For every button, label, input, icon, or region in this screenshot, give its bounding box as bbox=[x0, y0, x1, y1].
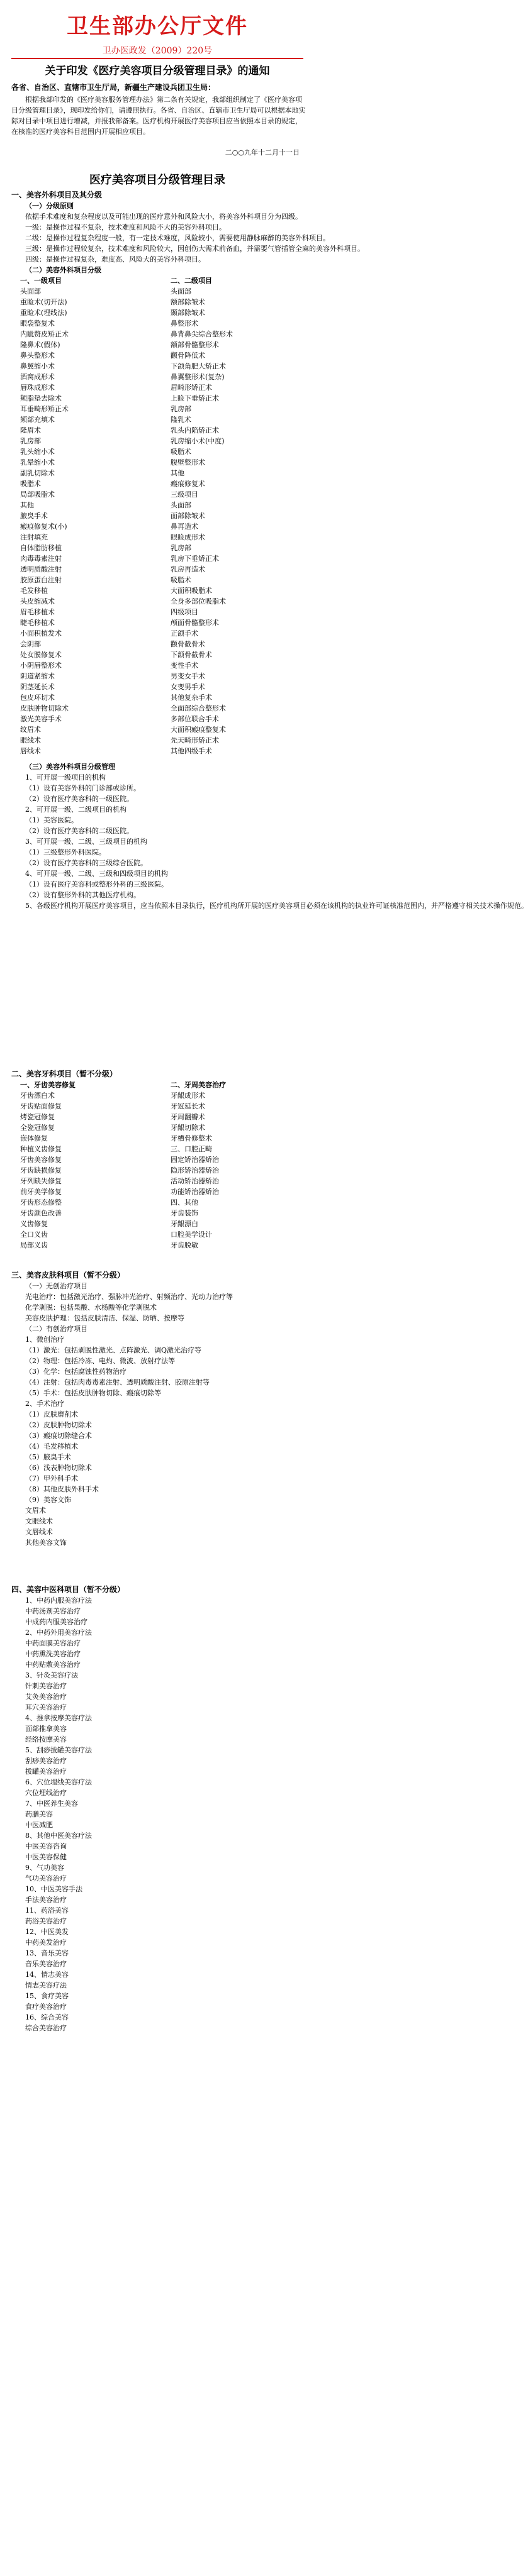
list-item: （5）腋臭手术 bbox=[25, 1453, 71, 1461]
grid-item: 唇线术 bbox=[20, 747, 41, 755]
grid-item: 隐形矫治器矫治 bbox=[171, 1166, 219, 1175]
management-item: 4、可开展一级、二级、三级和四级项目的机构 bbox=[25, 870, 168, 878]
grid-item: 其他 bbox=[171, 469, 184, 477]
list-item: 音乐美容治疗 bbox=[25, 1960, 67, 1968]
section-title: 二、美容牙科项目（暂不分级） bbox=[11, 1070, 118, 1078]
grid-item: 乳房缩小术(中度) bbox=[171, 437, 225, 445]
list-item: 药浴美容治疗 bbox=[25, 1917, 67, 1925]
list-item: 化学剥脱：包括果酸、水杨酸等化学剥脱术 bbox=[25, 1303, 157, 1312]
list-item: 7、中医养生美容 bbox=[25, 1799, 78, 1808]
list-item: （4）注射：包括肉毒毒素注射、透明质酸注射、胶原注射等 bbox=[25, 1378, 210, 1386]
grid-item: 乳房部 bbox=[171, 405, 191, 413]
grid-item: 颧骨截骨术 bbox=[171, 640, 205, 648]
grid-item: 激光美容手术 bbox=[20, 715, 62, 723]
grid-item: 牙齿贴面修复 bbox=[20, 1102, 62, 1110]
grid-item: 瘢痕修复术(小) bbox=[20, 522, 67, 531]
grid-item: 毛发移植 bbox=[20, 587, 48, 595]
grid-item: 自体脂肪移植 bbox=[20, 544, 62, 552]
grid-item: 头面部 bbox=[171, 501, 191, 509]
grid-item: 牙齿缺损修复 bbox=[20, 1166, 62, 1175]
list-item: （6）浅表肿物切除术 bbox=[25, 1464, 92, 1472]
grid-item: 吸脂术 bbox=[171, 448, 191, 456]
subsection-title: （二）美容外科项目分级 bbox=[25, 266, 101, 274]
list-item: （2）物理：包括冷冻、电灼、微波、放射疗法等 bbox=[25, 1357, 175, 1365]
list-item: （4）毛发移植术 bbox=[25, 1442, 78, 1451]
list-item: （5）手术：包括皮肤肿物切除、瘢痕切除等 bbox=[25, 1389, 161, 1397]
grid-item: 小阴唇整形术 bbox=[20, 661, 62, 670]
list-item: 15、食疗美容 bbox=[25, 1992, 69, 2000]
list-item: 中医美容咨询 bbox=[25, 1842, 67, 1850]
list-item: （9）美容文饰 bbox=[25, 1496, 71, 1504]
list-item: 10、中医美容手法 bbox=[25, 1885, 82, 1893]
grid-item: 重睑术(埋线法) bbox=[20, 309, 67, 317]
list-item: 12、中医美发 bbox=[25, 1928, 69, 1936]
grid-item: 牙周翻瓣术 bbox=[171, 1113, 205, 1121]
grid-item: 牙齿形态修整 bbox=[20, 1198, 62, 1207]
management-item: （2）设有整形外科的其他医疗机构。 bbox=[25, 891, 140, 899]
list-item: 其他美容文饰 bbox=[25, 1539, 67, 1547]
grid-item: 面部除皱术 bbox=[171, 512, 205, 520]
grid-item: 牙齿颜色改善 bbox=[20, 1209, 62, 1217]
list-item: 光电治疗：包括激光治疗、强脉冲光治疗、射频治疗、光动力治疗等 bbox=[25, 1293, 233, 1301]
level-item: 四级：是操作过程复杂，难度高、风险大的美容外科项目。 bbox=[25, 255, 205, 263]
grid-item: 颊脂垫去除术 bbox=[20, 394, 62, 402]
grid-item: 额部除皱术 bbox=[171, 298, 205, 306]
list-item: 中医美容保健 bbox=[25, 1853, 67, 1861]
grid-item: 额部骨骼整形术 bbox=[171, 341, 219, 349]
list-item: （1）激光：包括剥脱性激光、点阵激光、调Q激光治疗等 bbox=[25, 1346, 202, 1354]
grid-item: 口腔美学设计 bbox=[171, 1230, 212, 1239]
dermatology-item-list bbox=[11, 1281, 306, 1548]
grid-item: 会阴部 bbox=[20, 640, 41, 648]
list-item: 针刺美容治疗 bbox=[25, 1682, 67, 1690]
grid-item: 眼袋整复术 bbox=[20, 319, 55, 328]
management-item: 5、各级医疗机构开展医疗美容项目，应当依照本目录执行，医疗机构所开展的医疗美容项目必须在该机构的执业许可证核准范围内，并严格遵守相关技术操作规范。 bbox=[25, 902, 528, 910]
section-dermatology bbox=[11, 1270, 306, 1548]
list-item: 艾灸美容治疗 bbox=[25, 1693, 67, 1701]
management-item: （2）设有医疗美容科的一级医院。 bbox=[25, 795, 133, 803]
list-item: 中成药内服美容治疗 bbox=[25, 1618, 87, 1626]
list-item: 14、情志美容 bbox=[25, 1971, 69, 1979]
list-item: 8、其他中医美容疗法 bbox=[25, 1832, 92, 1840]
management-item: 3、可开展一级、二级、三级项目的机构 bbox=[25, 837, 147, 846]
grid-item: 牙齿漂白术 bbox=[20, 1092, 55, 1100]
catalog-title: 医疗美容项目分级管理目录 bbox=[89, 174, 225, 187]
list-item: 16、综合美容 bbox=[25, 2013, 69, 2021]
list-item: 中医减肥 bbox=[25, 1821, 53, 1829]
grid-item: 牙龈漂白 bbox=[171, 1220, 198, 1228]
grid-item: 局部吸脂术 bbox=[20, 490, 55, 499]
management-item: 1、可开展一级项目的机构 bbox=[25, 773, 106, 782]
grid-item: 嵌体修复 bbox=[20, 1134, 48, 1142]
list-item: 食疗美容治疗 bbox=[25, 2003, 67, 2011]
notice-title: 关于印发《医疗美容项目分级管理目录》的通知 bbox=[45, 65, 270, 77]
grid-item: 睫毛移植术 bbox=[20, 619, 55, 627]
grid-item: 前牙美学修复 bbox=[20, 1188, 62, 1196]
grid-item: 头皮缩减术 bbox=[20, 597, 55, 605]
grid-item: 腋臭手术 bbox=[20, 512, 48, 520]
grid-item: 注射填充 bbox=[20, 533, 48, 541]
grid-item: 大面积瘢痕整复术 bbox=[171, 726, 226, 734]
list-item: 1、中药内服美容疗法 bbox=[25, 1596, 92, 1605]
list-item: 文唇线术 bbox=[25, 1528, 53, 1536]
grid-item: 下颌角肥大矫正术 bbox=[171, 362, 226, 370]
list-item: 中药汤剂美容治疗 bbox=[25, 1607, 81, 1615]
list-item: 中药美发治疗 bbox=[25, 1938, 67, 1947]
list-item: （3）化学：包括腐蚀性药物治疗 bbox=[25, 1368, 126, 1376]
list-item: 气功美容治疗 bbox=[25, 1874, 67, 1882]
grid-item: 乳头缩小术 bbox=[20, 448, 55, 456]
grid-item: 乳房再造术 bbox=[171, 565, 205, 573]
list-item: （3）瘢痕切除缝合术 bbox=[25, 1432, 92, 1440]
grid-item: 胶原蛋白注射 bbox=[20, 576, 62, 584]
grid-item: 局部义齿 bbox=[20, 1241, 48, 1249]
grid-item: 牙齿美容修复 bbox=[20, 1156, 62, 1164]
list-item: 耳穴美容治疗 bbox=[25, 1703, 67, 1711]
management-item: （2）设有医疗美容科的三级综合医院。 bbox=[25, 859, 147, 867]
list-item: 9、气功美容 bbox=[25, 1864, 64, 1872]
org-title: 卫生部办公厅文件 bbox=[67, 14, 248, 39]
grid-item: 种植义齿修复 bbox=[20, 1145, 62, 1153]
grid-item: 乳房部 bbox=[171, 544, 191, 552]
list-item: （二）有创治疗项目 bbox=[25, 1325, 87, 1333]
level-item: 一级：是操作过程不复杂，技术难度和风险不大的美容外科项目。 bbox=[25, 223, 226, 231]
management-list bbox=[11, 772, 528, 911]
list-item: 情志美容疗法 bbox=[25, 1981, 67, 1989]
list-item: 拔罐美容治疗 bbox=[25, 1767, 67, 1776]
subsection-title: （一）分级原则 bbox=[25, 202, 74, 210]
grid-item: 纹眉术 bbox=[20, 726, 41, 734]
grid-item: 小面积植发术 bbox=[20, 629, 62, 638]
grid-item: 眼线术 bbox=[20, 736, 41, 744]
grid-item: 鼻再造术 bbox=[171, 522, 198, 531]
list-item: 面部推拿美容 bbox=[25, 1725, 67, 1733]
list-item: 6、穴位埋线美容疗法 bbox=[25, 1778, 92, 1786]
grid-item: 义齿修复 bbox=[20, 1220, 48, 1228]
grid-item: 隆鼻术(假体) bbox=[20, 341, 60, 349]
grid-item: 内眦赘皮矫正术 bbox=[20, 330, 69, 338]
list-item: 中药面膜美容治疗 bbox=[25, 1639, 81, 1647]
list-item: 11、药浴美容 bbox=[25, 1906, 69, 1915]
grid-item: 其他复杂手术 bbox=[171, 694, 212, 702]
grid-item: 处女膜修复术 bbox=[20, 651, 62, 659]
list-item: 4、推拿按摩美容疗法 bbox=[25, 1714, 92, 1722]
grid-item: 下颌骨截骨术 bbox=[171, 651, 212, 659]
grid-item: 牙冠延长术 bbox=[171, 1102, 205, 1110]
grid-item: 乳头内陷矫正术 bbox=[171, 426, 219, 434]
list-item: 经络按摩美容 bbox=[25, 1735, 67, 1744]
recipients: 各省、自治区、直辖市卫生厅局，新疆生产建设兵团卫生局： bbox=[11, 83, 216, 92]
grid-item: 四、其他 bbox=[171, 1198, 198, 1207]
grid-item: 阴道紧缩术 bbox=[20, 672, 55, 680]
grid-item: 三级项目 bbox=[171, 490, 198, 499]
grid-item: 乳晕缩小术 bbox=[20, 458, 55, 467]
management-item: （2）设有医疗美容科的二级医院。 bbox=[25, 827, 133, 835]
sign-date: 二○○九年十二月十一日 bbox=[225, 148, 300, 157]
grid-item: 牙龈成形术 bbox=[171, 1092, 205, 1100]
tcm-item-list bbox=[11, 1595, 306, 2033]
grid-item: 吸脂术 bbox=[171, 576, 191, 584]
list-item: 2、手术治疗 bbox=[25, 1400, 64, 1408]
grid-item: 活动矫治器矫治 bbox=[171, 1177, 219, 1185]
surgery-item-grid bbox=[11, 275, 306, 756]
red-rule-divider bbox=[11, 58, 303, 59]
grid-item: 牙槽骨修整术 bbox=[171, 1134, 212, 1142]
list-item: 穴位埋线治疗 bbox=[25, 1789, 67, 1797]
list-item: 13、音乐美容 bbox=[25, 1949, 69, 1957]
section-title: 四、美容中医科项目（暂不分级） bbox=[11, 1585, 125, 1594]
grid-item: 瘢痕修复术 bbox=[171, 480, 205, 488]
grid-item: 其他四级手术 bbox=[171, 747, 212, 755]
grid-item: 鼻翼整形术(复杂) bbox=[171, 373, 225, 381]
list-item: （7）甲外科手术 bbox=[25, 1474, 78, 1483]
list-item: 文眼线术 bbox=[25, 1517, 53, 1525]
list-item: 文眉术 bbox=[25, 1506, 46, 1515]
grid-item: 透明质酸注射 bbox=[20, 565, 62, 573]
grid-item: 肉毒毒素注射 bbox=[20, 555, 62, 563]
management-item: （1）美容医院。 bbox=[25, 816, 78, 824]
section-title: 一、美容外科项目及其分级 bbox=[11, 191, 103, 199]
column-header: 一、牙齿美容修复 bbox=[20, 1081, 76, 1089]
grid-item: 全口义齿 bbox=[20, 1230, 48, 1239]
list-item: 药膳美容 bbox=[25, 1810, 53, 1818]
paragraph: 依据手术难度和复杂程度以及可能出现的医疗意外和风险大小，将美容外科项目分为四级。 bbox=[25, 213, 302, 221]
level-list bbox=[11, 222, 364, 265]
doc-number: 卫办医政发（2009）220号 bbox=[102, 46, 213, 56]
grid-item: 功能矫治器矫治 bbox=[171, 1188, 219, 1196]
list-item: 3、针灸美容疗法 bbox=[25, 1671, 78, 1679]
dental-item-grid bbox=[11, 1080, 306, 1251]
grid-item: 鼻翼缩小术 bbox=[20, 362, 55, 370]
list-item: 1、微创治疗 bbox=[25, 1335, 64, 1344]
grid-item: 四级项目 bbox=[171, 608, 198, 616]
grid-item: 正颌手术 bbox=[171, 629, 198, 638]
section-dental bbox=[11, 1069, 306, 1251]
grid-item: 眼睑成形术 bbox=[171, 533, 205, 541]
grid-item: 全身多部位吸脂术 bbox=[171, 597, 226, 605]
notice-body: 根据我部印发的《医疗美容服务管理办法》第二条有关规定，我部组织制定了《医疗美容项目分级管理目录》，现印发给你们，请遵照执行。各省、自治区、直辖市卫生厅局可以根据本地实际对目录中项目进行增减，并报我部备案。医疗机构开展医疗美容项目应当依照本目录的规定，在核准的医疗美容科目范围内开展相应项目。 bbox=[11, 96, 306, 136]
grid-item: 颞部除皱术 bbox=[171, 309, 205, 317]
grid-item: 牙齿脱敏 bbox=[171, 1241, 198, 1249]
grid-item: 吸脂术 bbox=[20, 480, 41, 488]
list-item: （8）其他皮肤外科手术 bbox=[25, 1485, 99, 1493]
column-header: 二、牙周美容治疗 bbox=[171, 1081, 226, 1089]
grid-item: 眉畸形矫正术 bbox=[171, 384, 212, 392]
list-item: 综合美容治疗 bbox=[25, 2024, 67, 2032]
grid-item: 男变女手术 bbox=[171, 672, 205, 680]
subsection-title: （三）美容外科项目分级管理 bbox=[25, 763, 115, 771]
grid-item: 副乳切除术 bbox=[20, 469, 55, 477]
grid-item: 乳房下垂矫正术 bbox=[171, 555, 219, 563]
management-item: （1）设有医疗美容科或整形外科的三级医院。 bbox=[25, 880, 168, 888]
grid-item: 包皮环切术 bbox=[20, 694, 55, 702]
grid-item: 眉毛移植术 bbox=[20, 608, 55, 616]
grid-item: 皮肤肿物切除术 bbox=[20, 704, 69, 712]
grid-item: 隆眉术 bbox=[20, 426, 41, 434]
list-item: 刮痧美容治疗 bbox=[25, 1757, 67, 1765]
grid-item: 酒窝成形术 bbox=[20, 373, 55, 381]
grid-item: 上睑下垂矫正术 bbox=[171, 394, 219, 402]
column-header: 一、一级项目 bbox=[20, 277, 62, 285]
list-item: （1）皮肤磨削术 bbox=[25, 1410, 78, 1418]
grid-item: 大面积吸脂术 bbox=[171, 587, 212, 595]
section-title: 三、美容皮肤科项目（暂不分级） bbox=[11, 1271, 125, 1280]
management-item: （1）设有美容外科的门诊部或诊所。 bbox=[25, 784, 140, 792]
list-item: 中药熏洗美容治疗 bbox=[25, 1650, 81, 1658]
grid-item: 全面部综合整形术 bbox=[171, 704, 226, 712]
grid-item: 全瓷冠修复 bbox=[20, 1124, 55, 1132]
grid-item: 头面部 bbox=[20, 287, 41, 296]
grid-item: 重睑术(切开法) bbox=[20, 298, 67, 306]
column-header: 二、二级项目 bbox=[171, 277, 212, 285]
grid-item: 烤瓷冠修复 bbox=[20, 1113, 55, 1121]
grid-item: 阴茎延长术 bbox=[20, 683, 55, 691]
grid-item: 牙齿装饰 bbox=[171, 1209, 198, 1217]
grid-item: 唇珠成形术 bbox=[20, 384, 55, 392]
grid-item: 腹壁整形术 bbox=[171, 458, 205, 467]
grid-item: 三、口腔正畸 bbox=[171, 1145, 212, 1153]
grid-item: 乳房部 bbox=[20, 437, 41, 445]
grid-item: 多部位联合手术 bbox=[171, 715, 219, 723]
grid-item: 牙列缺失修复 bbox=[20, 1177, 62, 1185]
grid-item: 牙龈切除术 bbox=[171, 1124, 205, 1132]
list-item: 5、刮痧拔罐美容疗法 bbox=[25, 1746, 92, 1754]
grid-item: 颏部充填术 bbox=[20, 416, 55, 424]
section-tcm bbox=[11, 1584, 306, 2033]
grid-item: 其他 bbox=[20, 501, 34, 509]
management-item: 2、可开展一级、二级项目的机构 bbox=[25, 805, 126, 814]
grid-item: 隆乳术 bbox=[171, 416, 191, 424]
grid-item: 变性手术 bbox=[171, 661, 198, 670]
grid-item: 女变男手术 bbox=[171, 683, 205, 691]
grid-item: 先天畸形矫正术 bbox=[171, 736, 219, 744]
grid-item: 头面部 bbox=[171, 287, 191, 296]
list-item: 2、中药外用美容疗法 bbox=[25, 1628, 92, 1637]
list-item: 手法美容治疗 bbox=[25, 1896, 67, 1904]
grid-item: 耳垂畸形矫正术 bbox=[20, 405, 69, 413]
list-item: （一）无创治疗项目 bbox=[25, 1282, 87, 1290]
grid-item: 鼻背鼻尖综合整形术 bbox=[171, 330, 233, 338]
list-item: （2）皮肤肿物切除术 bbox=[25, 1421, 92, 1429]
section-surgery bbox=[11, 190, 528, 911]
level-item: 二级：是操作过程复杂程度一般，有一定技术难度，风险较小，需要使用静脉麻醉的美容外科项目。 bbox=[25, 234, 330, 242]
grid-item: 颅面骨骼整形术 bbox=[171, 619, 219, 627]
management-item: （1）三级整形外科医院。 bbox=[25, 848, 106, 856]
list-item: 美容皮肤护理：包括皮肤清洁、保湿、防晒、按摩等 bbox=[25, 1314, 184, 1322]
list-item: 中药贴敷美容治疗 bbox=[25, 1661, 81, 1669]
grid-item: 鼻头整形术 bbox=[20, 351, 55, 360]
grid-item: 固定矫治器矫治 bbox=[171, 1156, 219, 1164]
grid-item: 颧骨降低术 bbox=[171, 351, 205, 360]
level-item: 三级：是操作过程较复杂，技术难度和风险较大，因创伤大需术前备血，并需要气管插管全麻的美容外科项目。 bbox=[25, 245, 364, 253]
grid-item: 鼻整形术 bbox=[171, 319, 198, 328]
